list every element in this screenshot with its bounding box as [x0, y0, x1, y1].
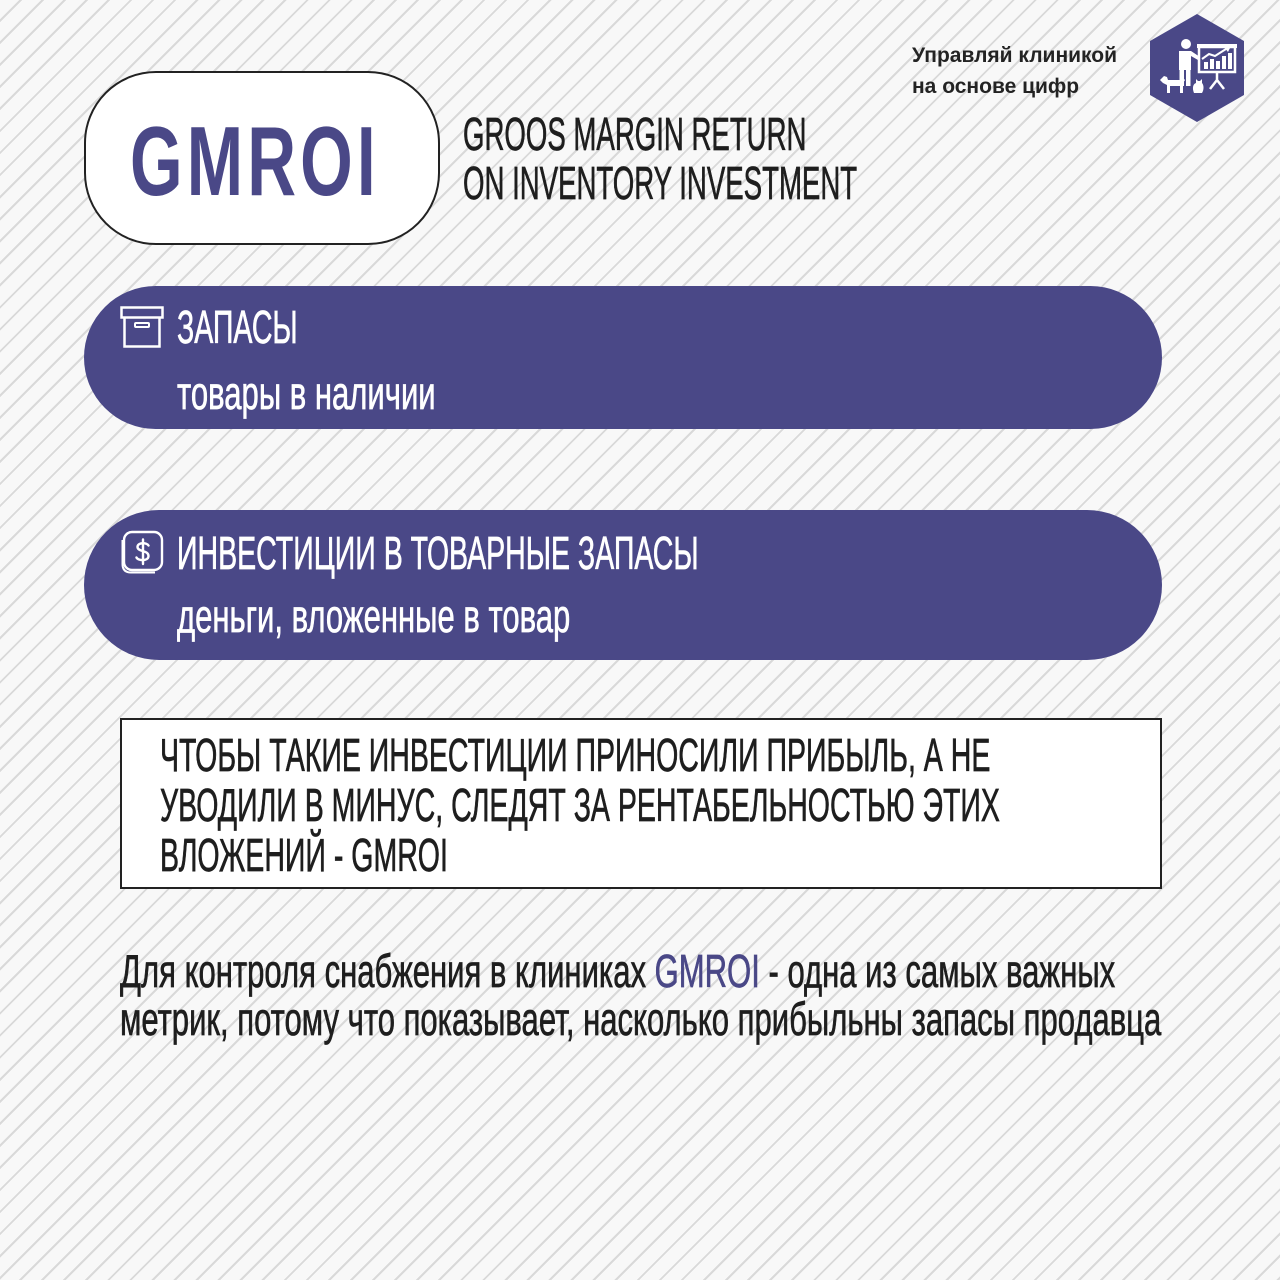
- card-subtitle: товары в наличии: [177, 367, 436, 419]
- card-title: ЗАПАСЫ: [177, 301, 298, 353]
- tagline-line-2: на основе цифр: [912, 75, 1080, 98]
- clinic-analytics-hexagon-logo-icon: [1150, 14, 1244, 122]
- archive-box-icon: [120, 306, 164, 348]
- acronym-title: GMROI: [130, 106, 380, 216]
- footer-text-start: Для контроля снабжения в клиниках: [120, 945, 655, 997]
- footer-highlight-gmroi: GMROI: [654, 945, 760, 997]
- card-inventory: [84, 286, 1162, 429]
- callout-line-3: ВЛОЖЕНИЙ - GMROI: [160, 829, 448, 881]
- brand-tagline: [912, 40, 1117, 102]
- tagline-line-1: Управляй клиникой: [912, 44, 1118, 67]
- card-title: ИНВЕСТИЦИИ В ТОВАРНЫЕ ЗАПАСЫ: [177, 527, 699, 579]
- acronym-expansion-line-1: GROOS MARGIN RETURN: [463, 108, 807, 160]
- acronym-expansion-line-2: ON INVENTORY INVESTMENT: [463, 157, 858, 209]
- card-inventory-investment: [84, 510, 1162, 660]
- callout-box: [120, 718, 1162, 889]
- footer-line-2: метрик, потому что показывает, насколько прибыльны запасы продавца: [120, 993, 1162, 1045]
- dollar-icon: [121, 530, 165, 574]
- footer-text-end: - одна из самых важных: [759, 945, 1116, 997]
- card-subtitle: деньги, вложенные в товар: [177, 590, 571, 642]
- footer-line-1: [120, 945, 1116, 997]
- callout-line-1: ЧТОБЫ ТАКИЕ ИНВЕСТИЦИИ ПРИНОСИЛИ ПРИБЫЛЬ, А НЕ: [160, 729, 991, 781]
- callout-line-2: УВОДИЛИ В МИНУС, СЛЕДЯТ ЗА РЕНТАБЕЛЬНОСТЬЮ ЭТИХ: [160, 779, 1000, 831]
